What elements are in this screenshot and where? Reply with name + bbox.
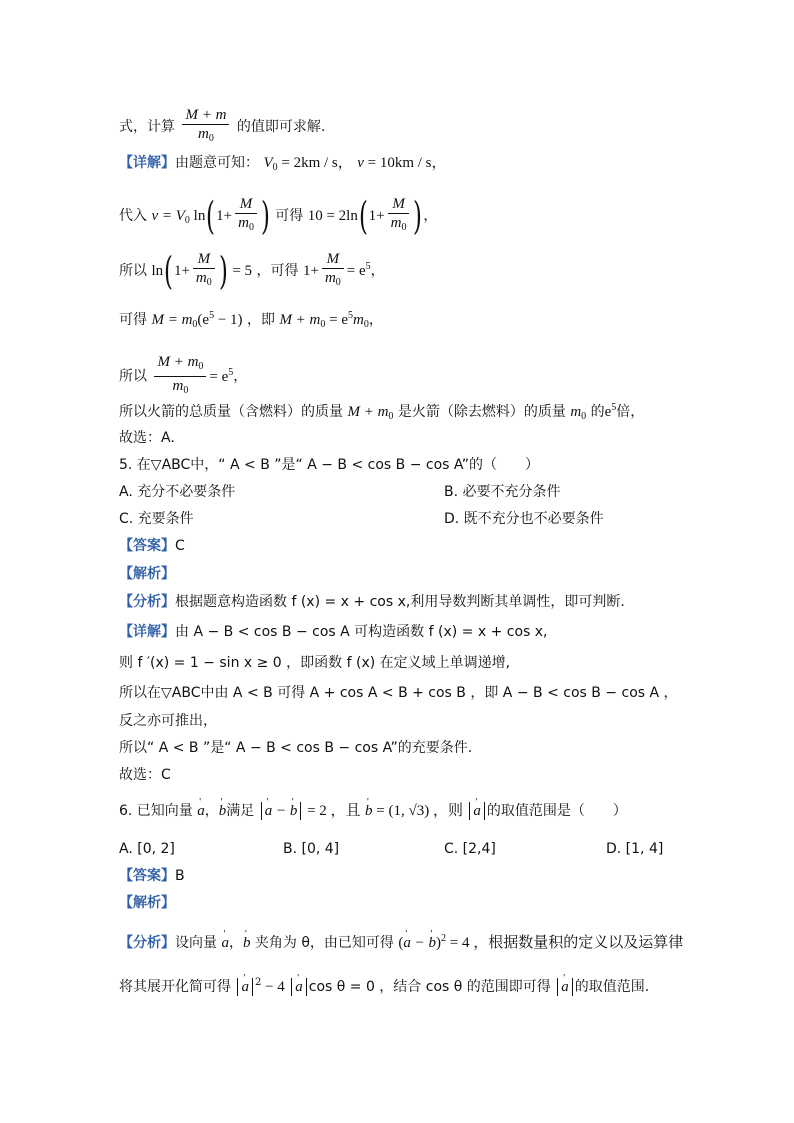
q5-line-4: 所以“ A < B ”是“ A − B < cos B − cos A”的充要条件. (119, 740, 473, 756)
q6-analysis: 【分析】设向量 ' a，' b 夹角为 θ，由已知可得 (' a − ' b)$^2$ = 4 ，根据数量积的定义以及运算律 (119, 929, 683, 953)
q6-option-a: A. [0, 2] (119, 841, 175, 857)
q5-option-d: D. 既不充分也不必要条件 (444, 511, 604, 527)
q5-option-a: A. 充分不必要条件 (119, 484, 236, 500)
q6-option-d: D. [1, 4] (606, 841, 664, 857)
line-3: 代入 $v = V_0$ ln(1+ $\frac{M}{m_0}$ ) 可得 10 = 2ln(1+ $\frac{M}{m_0}$ )， (119, 194, 438, 238)
q5-answer: 【答案】C (119, 538, 185, 554)
question-6: 6. 已知向量 ' a，' b满足 ' a − ' b = 2 ，且 ' b = (1, √3) ，则 ' a 的取值范围是（ ） (119, 801, 627, 821)
q5-line-2: 所以在▽ABC中由 A < B 可得 A + cos A < B + cos B ，即 A − B < cos B − cos A ， (119, 685, 678, 701)
q6-option-b: B. [0, 4] (283, 841, 340, 857)
q5-jiexi: 【解析】 (119, 566, 175, 582)
line-5: 可得 $M = m_0(e^5 - 1)$ ，即 $M + m_0 = e^5m_0$， (119, 310, 383, 330)
q5-line-3: 反之亦可推出， (119, 713, 217, 729)
q5-option-c: C. 充要条件 (119, 511, 194, 527)
q5-line-1: 则 f ′(x) = 1 − sin x ≥ 0 ，即函数 f (x) 在定义域上单调递增, (119, 655, 511, 671)
q6-line-2: 将其展开化简可得 ' a $^2$ − 4 ' a cos θ = 0 ，结合 cos θ 的范围即可得 ' a 的取值范围. (119, 973, 649, 997)
q5-line-5: 故选：C (119, 767, 171, 783)
question-5: 5. 在▽ABC中，“ A < B ”是“ A − B < cos B − cos A”的（ ） (119, 457, 539, 473)
line-2: 【详解】由题意可知： $V_0 = 2km / s$， v = 10km / s， (119, 155, 447, 173)
line-7: 所以火箭的总质量（含燃料）的质量 $M + m_0$ 是火箭（除去燃料）的质量 $m_0$ 的$e^5$倍， (119, 402, 645, 422)
line-1: 式，计算 $\frac{M + m}{m_0}$ 的值即可求解. (119, 106, 325, 148)
q6-option-c: C. [2,4] (444, 841, 496, 857)
line-4: 所以 ln(1+ $\frac{M}{m_0}$ ) = 5 ，可得 1+ $\frac{M}{m_0}$ = $e^5$， (119, 249, 385, 293)
q5-option-b: B. 必要不充分条件 (444, 484, 561, 500)
q5-analysis: 【分析】根据题意构造函数 f (x) = x + cos x,利用导数判断其单调性，即可判断. (119, 594, 625, 610)
line-6: 所以 $\frac{M + m_0}{m_0}$ = $e^5$， (119, 354, 248, 396)
line-8: 故选：A. (119, 430, 175, 446)
q6-answer: 【答案】B (119, 868, 185, 884)
q6-jiexi: 【解析】 (119, 895, 175, 911)
q5-detail: 【详解】由 A − B < cos B − cos A 可构造函数 f (x) = x + cos x, (119, 624, 548, 640)
fraction: $\frac{M + m}{m_0}$ (182, 106, 229, 148)
